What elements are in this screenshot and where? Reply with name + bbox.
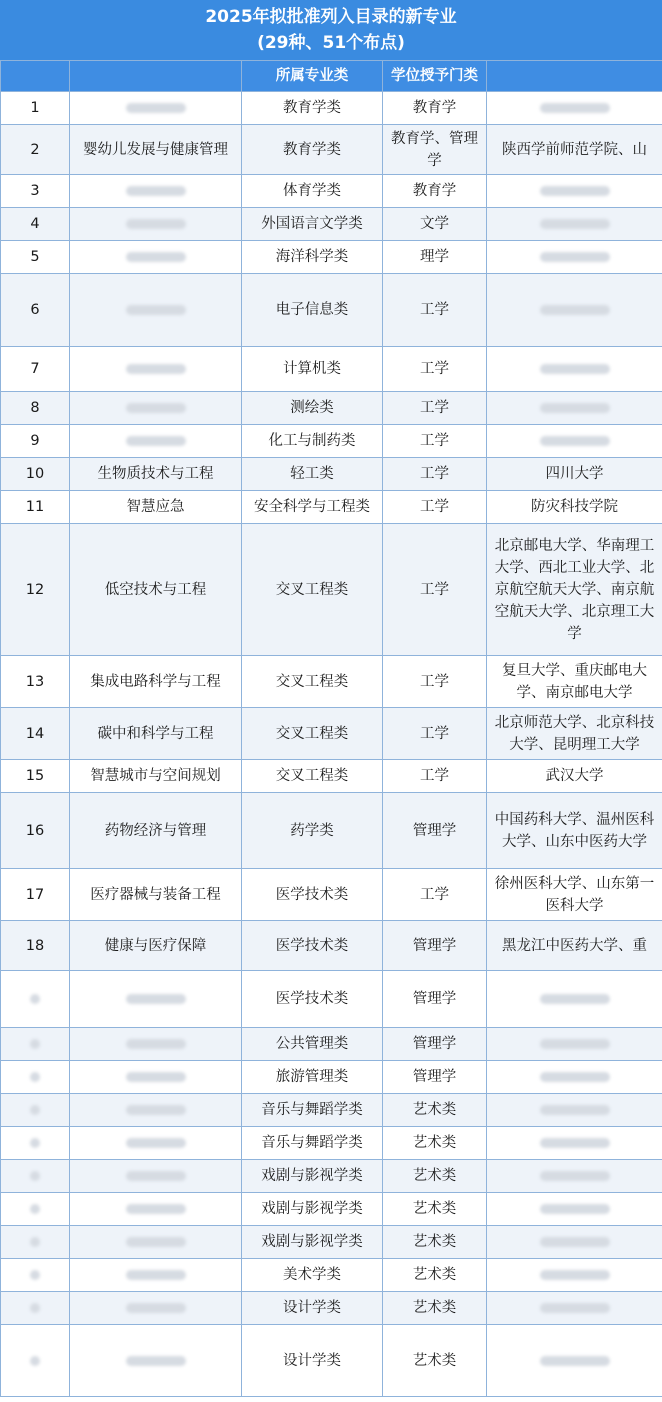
school-list-cell: 复旦大学、重庆邮电大学、南京邮电大学	[487, 656, 662, 708]
degree-field-cell: 工学	[383, 347, 487, 392]
major-name-cell	[70, 392, 242, 425]
redacted-text	[126, 1237, 186, 1247]
school-list-cell	[487, 971, 662, 1028]
row-number-cell	[1, 1028, 70, 1061]
row-number-cell: 15	[1, 760, 70, 793]
redacted-text	[540, 1204, 610, 1214]
major-name-cell	[70, 1226, 242, 1259]
header-schools	[487, 61, 662, 92]
major-name-cell	[70, 92, 242, 125]
redacted-text	[126, 994, 186, 1004]
redacted-text	[126, 219, 186, 229]
school-list-cell	[487, 1259, 662, 1292]
major-category-cell: 设计学类	[242, 1325, 383, 1397]
degree-field-cell: 艺术类	[383, 1160, 487, 1193]
major-category-cell: 设计学类	[242, 1292, 383, 1325]
table-row	[1, 491, 662, 524]
redacted-text	[540, 1171, 610, 1181]
table-row	[1, 274, 662, 347]
table-row	[1, 208, 662, 241]
major-name-cell	[70, 1061, 242, 1094]
school-list-cell	[487, 425, 662, 458]
degree-field-cell: 工学	[383, 656, 487, 708]
major-category-cell: 教育学类	[242, 125, 383, 175]
table-row	[1, 125, 662, 175]
row-number-cell	[1, 1325, 70, 1397]
school-list-cell	[487, 1292, 662, 1325]
redacted-text	[540, 1237, 610, 1247]
table-row	[1, 1160, 662, 1193]
redacted-text	[30, 1105, 40, 1115]
school-list-cell	[487, 392, 662, 425]
degree-field-cell: 工学	[383, 524, 487, 656]
major-category-cell: 计算机类	[242, 347, 383, 392]
school-list-cell: 徐州医科大学、山东第一医科大学	[487, 869, 662, 921]
major-name-cell: 低空技术与工程	[70, 524, 242, 656]
major-category-cell: 教育学类	[242, 92, 383, 125]
major-category-cell: 音乐与舞蹈学类	[242, 1127, 383, 1160]
table-row	[1, 92, 662, 125]
row-number-cell: 2	[1, 125, 70, 175]
row-number-cell: 12	[1, 524, 70, 656]
table-row	[1, 793, 662, 869]
degree-field-cell: 艺术类	[383, 1259, 487, 1292]
school-list-cell	[487, 1325, 662, 1397]
redacted-text	[126, 1072, 186, 1082]
major-name-cell: 智慧城市与空间规划	[70, 760, 242, 793]
major-category-cell: 戏剧与影视学类	[242, 1193, 383, 1226]
row-number-cell: 10	[1, 458, 70, 491]
major-category-cell: 化工与制药类	[242, 425, 383, 458]
major-name-cell	[70, 241, 242, 274]
major-name-cell	[70, 1193, 242, 1226]
table-row	[1, 921, 662, 971]
major-category-cell: 电子信息类	[242, 274, 383, 347]
redacted-text	[540, 436, 610, 446]
table-row	[1, 1325, 662, 1397]
table-body	[1, 92, 662, 1397]
degree-field-cell: 工学	[383, 425, 487, 458]
school-list-cell	[487, 1094, 662, 1127]
school-list-cell	[487, 208, 662, 241]
table-row	[1, 760, 662, 793]
major-name-cell: 医疗器械与装备工程	[70, 869, 242, 921]
major-category-cell: 旅游管理类	[242, 1061, 383, 1094]
row-number-cell	[1, 1061, 70, 1094]
degree-field-cell: 理学	[383, 241, 487, 274]
redacted-text	[126, 186, 186, 196]
row-number-cell: 8	[1, 392, 70, 425]
major-name-cell: 婴幼儿发展与健康管理	[70, 125, 242, 175]
school-list-cell	[487, 1226, 662, 1259]
degree-field-cell: 艺术类	[383, 1325, 487, 1397]
title-line-2: (29种、51个布点)	[257, 33, 405, 53]
table-row	[1, 347, 662, 392]
row-number-cell	[1, 1193, 70, 1226]
table-row	[1, 1193, 662, 1226]
redacted-text	[540, 1039, 610, 1049]
row-number-cell: 1	[1, 92, 70, 125]
row-number-cell: 5	[1, 241, 70, 274]
school-list-cell	[487, 1127, 662, 1160]
redacted-text	[126, 1270, 186, 1280]
major-name-cell	[70, 208, 242, 241]
school-list-cell: 四川大学	[487, 458, 662, 491]
school-list-cell	[487, 274, 662, 347]
table-row	[1, 458, 662, 491]
major-category-cell: 美术学类	[242, 1259, 383, 1292]
major-category-cell: 音乐与舞蹈学类	[242, 1094, 383, 1127]
redacted-text	[30, 1072, 40, 1082]
row-number-cell	[1, 1259, 70, 1292]
major-name-cell	[70, 1127, 242, 1160]
major-category-cell: 安全科学与工程类	[242, 491, 383, 524]
major-category-cell: 交叉工程类	[242, 524, 383, 656]
degree-field-cell: 艺术类	[383, 1226, 487, 1259]
degree-field-cell: 艺术类	[383, 1193, 487, 1226]
degree-field-cell: 工学	[383, 458, 487, 491]
major-category-cell: 戏剧与影视学类	[242, 1160, 383, 1193]
table-title	[0, 0, 662, 60]
table-row	[1, 175, 662, 208]
table-header-row	[1, 61, 662, 92]
redacted-text	[126, 1138, 186, 1148]
redacted-text	[540, 1138, 610, 1148]
redacted-text	[126, 364, 186, 374]
table-row	[1, 869, 662, 921]
major-name-cell	[70, 1028, 242, 1061]
major-name-cell	[70, 347, 242, 392]
school-list-cell: 北京邮电大学、华南理工大学、西北工业大学、北京航空航天大学、南京航空航天大学、北京理工大学	[487, 524, 662, 656]
major-name-cell	[70, 1160, 242, 1193]
degree-field-cell: 工学	[383, 491, 487, 524]
row-number-cell: 17	[1, 869, 70, 921]
header-degree: 学位授予门类	[383, 61, 487, 92]
degree-field-cell: 管理学	[383, 1061, 487, 1094]
degree-field-cell: 工学	[383, 274, 487, 347]
major-category-cell: 戏剧与影视学类	[242, 1226, 383, 1259]
redacted-text	[126, 252, 186, 262]
redacted-text	[30, 1171, 40, 1181]
school-list-cell	[487, 241, 662, 274]
major-category-cell: 体育学类	[242, 175, 383, 208]
row-number-cell: 4	[1, 208, 70, 241]
row-number-cell: 14	[1, 708, 70, 760]
table-row	[1, 656, 662, 708]
major-name-cell	[70, 1094, 242, 1127]
degree-field-cell: 工学	[383, 760, 487, 793]
major-name-cell: 生物质技术与工程	[70, 458, 242, 491]
redacted-text	[30, 1204, 40, 1214]
row-number-cell: 6	[1, 274, 70, 347]
degree-field-cell: 教育学	[383, 92, 487, 125]
major-name-cell: 碳中和科学与工程	[70, 708, 242, 760]
redacted-text	[126, 436, 186, 446]
table-row	[1, 1127, 662, 1160]
row-number-cell: 3	[1, 175, 70, 208]
degree-field-cell: 工学	[383, 869, 487, 921]
redacted-text	[126, 103, 186, 113]
major-name-cell	[70, 274, 242, 347]
table-row	[1, 1094, 662, 1127]
header-category: 所属专业类	[242, 61, 383, 92]
major-name-cell	[70, 175, 242, 208]
major-category-cell: 海洋科学类	[242, 241, 383, 274]
row-number-cell: 18	[1, 921, 70, 971]
degree-field-cell: 管理学	[383, 971, 487, 1028]
major-category-cell: 交叉工程类	[242, 656, 383, 708]
redacted-text	[126, 403, 186, 413]
redacted-text	[540, 305, 610, 315]
redacted-text	[540, 1303, 610, 1313]
school-list-cell	[487, 1160, 662, 1193]
redacted-text	[540, 1105, 610, 1115]
redacted-text	[30, 1237, 40, 1247]
degree-field-cell: 工学	[383, 392, 487, 425]
degree-field-cell: 教育学	[383, 175, 487, 208]
redacted-text	[126, 1303, 186, 1313]
major-name-cell	[70, 1292, 242, 1325]
degree-field-cell: 文学	[383, 208, 487, 241]
table-row	[1, 1028, 662, 1061]
row-number-cell: 13	[1, 656, 70, 708]
redacted-text	[126, 1204, 186, 1214]
degree-field-cell: 工学	[383, 708, 487, 760]
school-list-cell	[487, 1193, 662, 1226]
redacted-text	[30, 1303, 40, 1313]
major-name-cell: 集成电路科学与工程	[70, 656, 242, 708]
redacted-text	[30, 1270, 40, 1280]
table-row	[1, 708, 662, 760]
degree-field-cell: 管理学	[383, 1028, 487, 1061]
major-category-cell: 药学类	[242, 793, 383, 869]
redacted-text	[540, 186, 610, 196]
redacted-text	[126, 1105, 186, 1115]
row-number-cell	[1, 1094, 70, 1127]
major-category-cell: 外国语言文学类	[242, 208, 383, 241]
major-name-cell	[70, 971, 242, 1028]
row-number-cell: 16	[1, 793, 70, 869]
school-list-cell: 北京师范大学、北京科技大学、昆明理工大学	[487, 708, 662, 760]
table-row	[1, 1292, 662, 1325]
school-list-cell: 陕西学前师范学院、山	[487, 125, 662, 175]
degree-field-cell: 管理学	[383, 921, 487, 971]
header-no	[1, 61, 70, 92]
redacted-text	[540, 403, 610, 413]
table-row	[1, 1226, 662, 1259]
table-row	[1, 1259, 662, 1292]
redacted-text	[30, 1039, 40, 1049]
school-list-cell	[487, 1061, 662, 1094]
row-number-cell	[1, 1292, 70, 1325]
major-category-cell: 交叉工程类	[242, 708, 383, 760]
major-category-cell: 公共管理类	[242, 1028, 383, 1061]
major-name-cell: 智慧应急	[70, 491, 242, 524]
major-name-cell	[70, 1259, 242, 1292]
degree-field-cell: 艺术类	[383, 1127, 487, 1160]
school-list-cell	[487, 175, 662, 208]
major-category-cell: 医学技术类	[242, 921, 383, 971]
row-number-cell	[1, 1127, 70, 1160]
redacted-text	[126, 1171, 186, 1181]
school-list-cell	[487, 347, 662, 392]
table-row	[1, 971, 662, 1028]
redacted-text	[126, 1039, 186, 1049]
redacted-text	[540, 219, 610, 229]
row-number-cell	[1, 971, 70, 1028]
major-name-cell	[70, 425, 242, 458]
title-line-1: 2025年拟批准列入目录的新专业	[205, 7, 457, 27]
row-number-cell	[1, 1160, 70, 1193]
major-name-cell: 药物经济与管理	[70, 793, 242, 869]
row-number-cell: 11	[1, 491, 70, 524]
degree-field-cell: 管理学	[383, 793, 487, 869]
redacted-text	[540, 252, 610, 262]
school-list-cell: 黑龙江中医药大学、重	[487, 921, 662, 971]
majors-table	[0, 60, 662, 1397]
redacted-text	[540, 994, 610, 1004]
degree-field-cell: 艺术类	[383, 1292, 487, 1325]
major-name-cell	[70, 1325, 242, 1397]
table-row	[1, 1061, 662, 1094]
redacted-text	[30, 1356, 40, 1366]
major-category-cell: 交叉工程类	[242, 760, 383, 793]
major-category-cell: 轻工类	[242, 458, 383, 491]
school-list-cell: 防灾科技学院	[487, 491, 662, 524]
table-row	[1, 425, 662, 458]
row-number-cell: 7	[1, 347, 70, 392]
table-row	[1, 392, 662, 425]
redacted-text	[540, 1270, 610, 1280]
school-list-cell	[487, 1028, 662, 1061]
table-row	[1, 524, 662, 656]
major-category-cell: 测绘类	[242, 392, 383, 425]
major-name-cell: 健康与医疗保障	[70, 921, 242, 971]
table-row	[1, 241, 662, 274]
redacted-text	[540, 103, 610, 113]
redacted-text	[30, 1138, 40, 1148]
redacted-text	[126, 305, 186, 315]
header-name	[70, 61, 242, 92]
redacted-text	[126, 1356, 186, 1366]
row-number-cell: 9	[1, 425, 70, 458]
school-list-cell: 中国药科大学、温州医科大学、山东中医药大学	[487, 793, 662, 869]
school-list-cell	[487, 92, 662, 125]
major-category-cell: 医学技术类	[242, 971, 383, 1028]
row-number-cell	[1, 1226, 70, 1259]
redacted-text	[540, 1072, 610, 1082]
degree-field-cell: 教育学、管理学	[383, 125, 487, 175]
major-category-cell: 医学技术类	[242, 869, 383, 921]
redacted-text	[540, 1356, 610, 1366]
degree-field-cell: 艺术类	[383, 1094, 487, 1127]
school-list-cell: 武汉大学	[487, 760, 662, 793]
redacted-text	[30, 994, 40, 1004]
redacted-text	[540, 364, 610, 374]
